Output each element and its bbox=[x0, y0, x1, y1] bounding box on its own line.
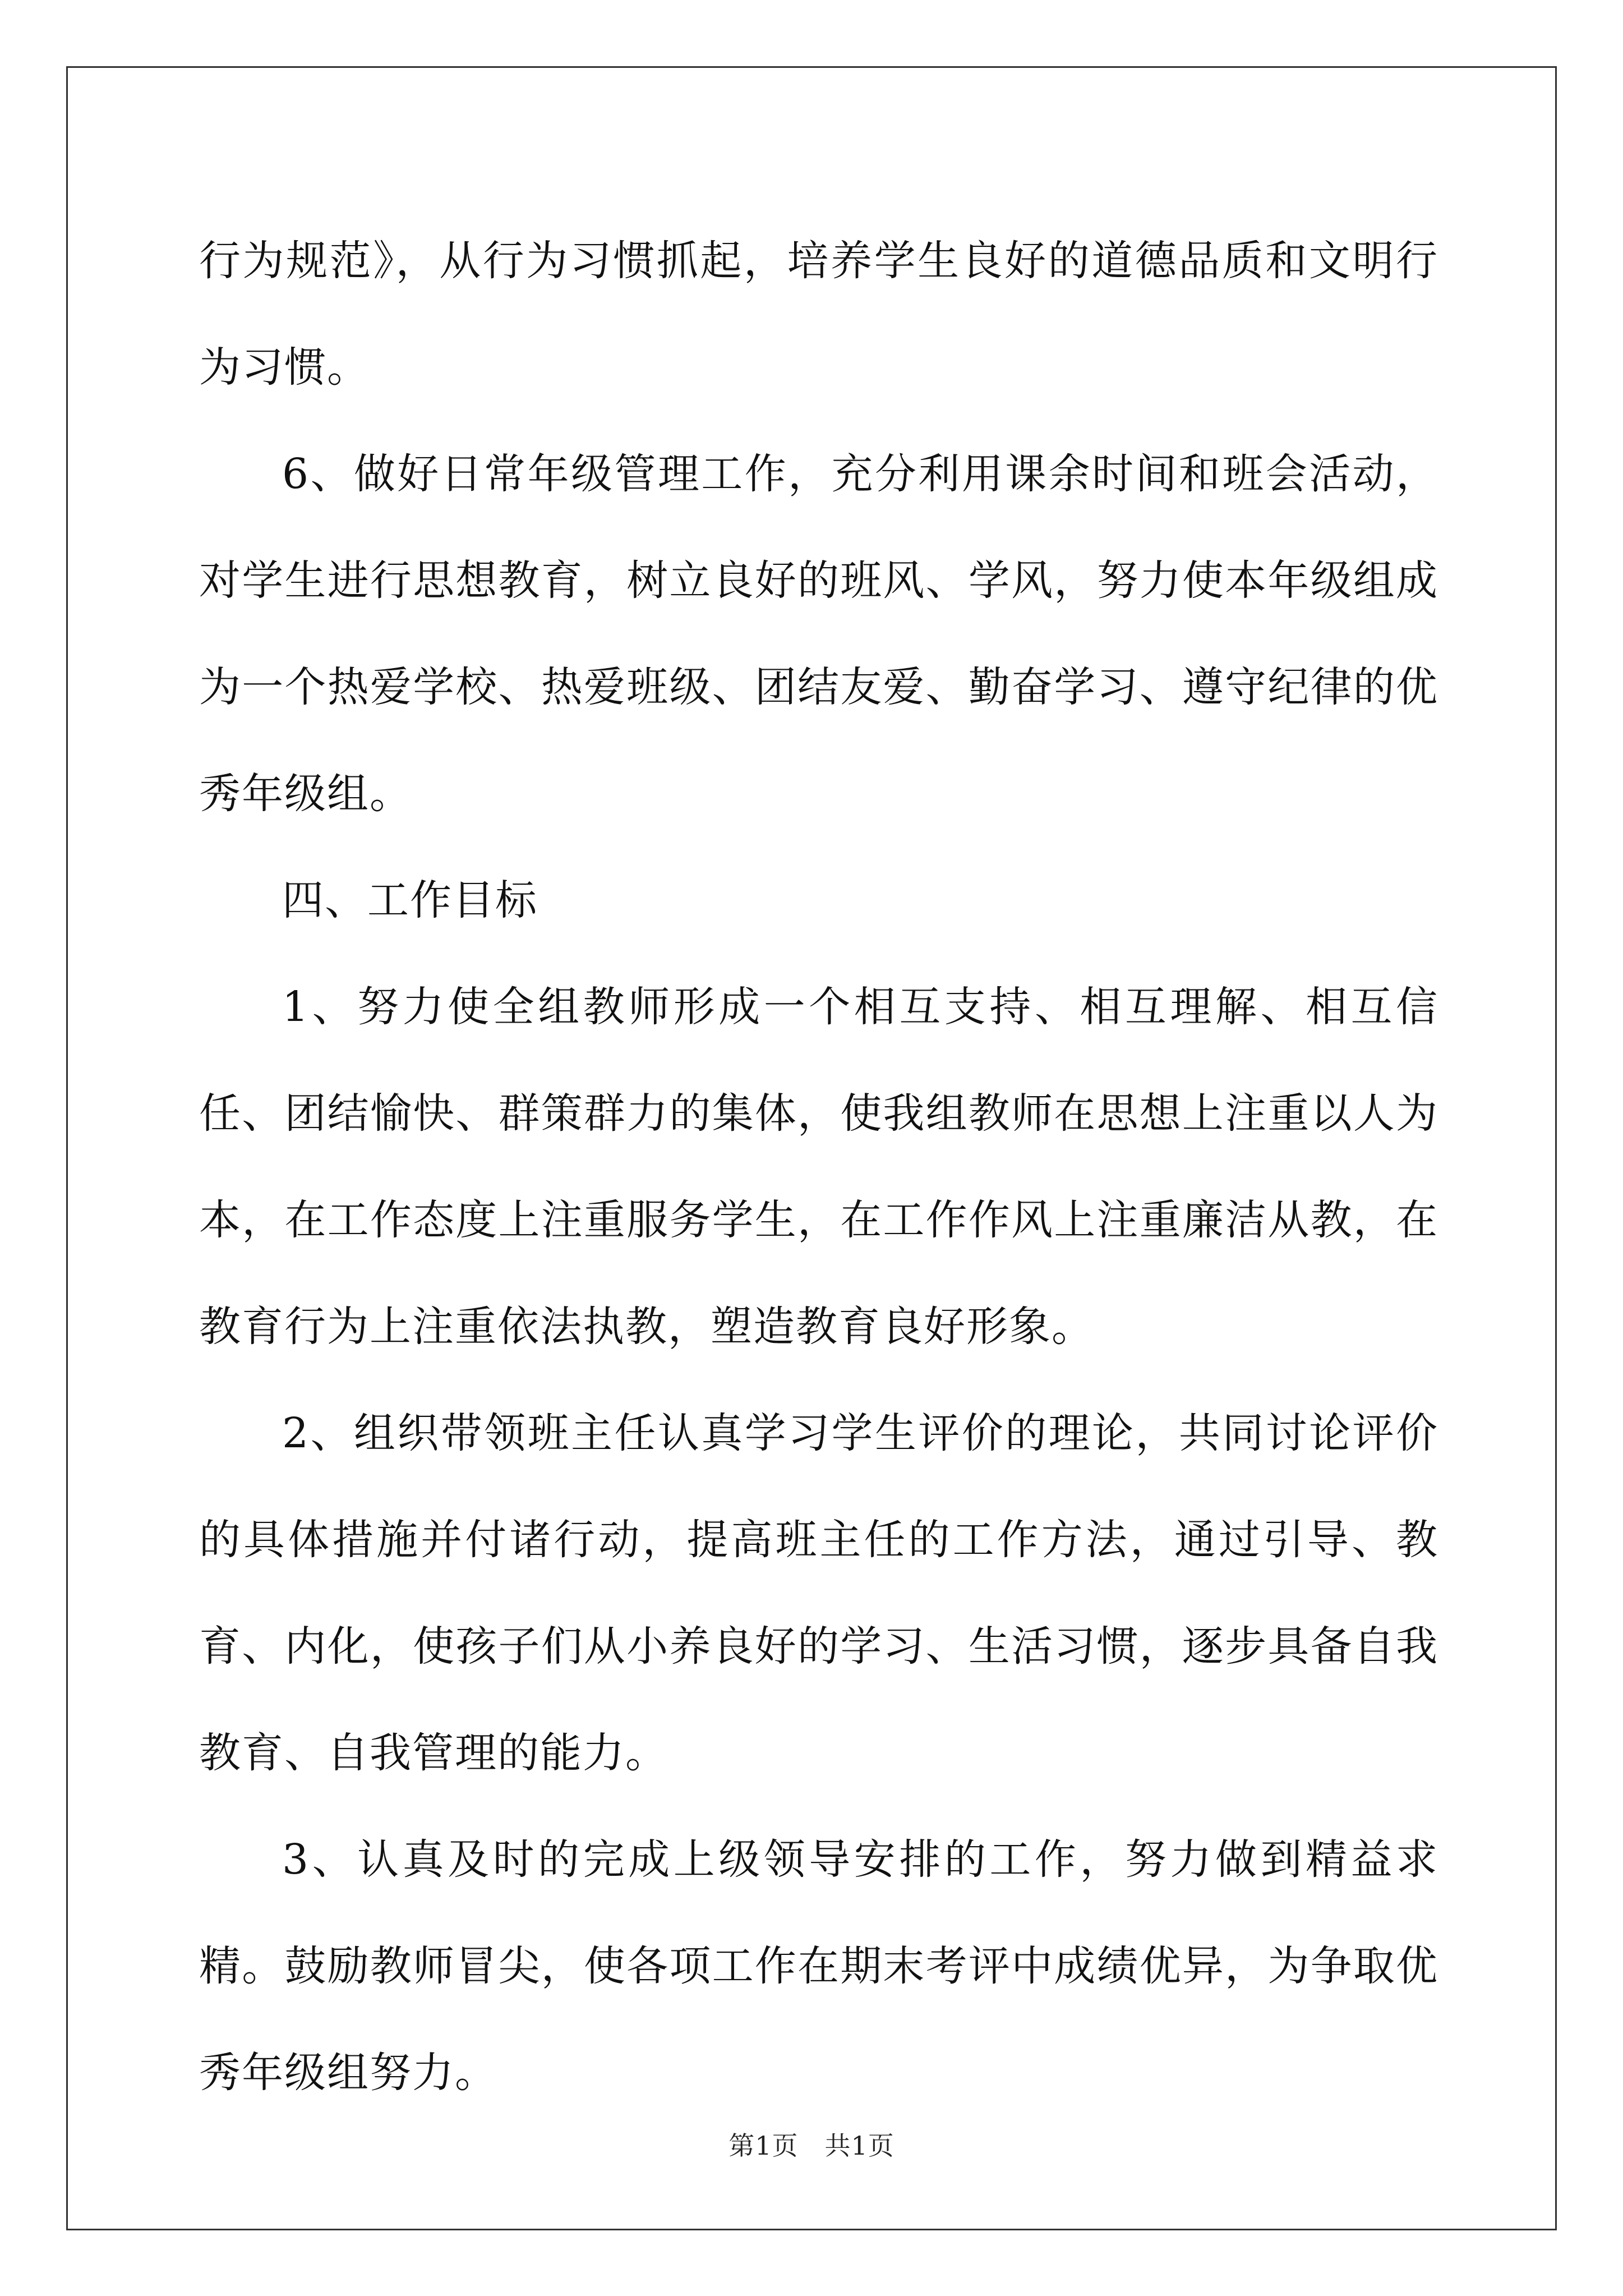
paragraph-goal-3: 3、认真及时的完成上级领导安排的工作，努力做到精益求精。鼓励教师冒尖，使各项工作在期末考评中成绩优异，为争取优秀年级组努力。 bbox=[199, 1835, 1438, 2097]
page-footer: 第1页 共1页 bbox=[728, 2131, 895, 2161]
document-body bbox=[199, 208, 1438, 2126]
paragraph-goal-2: 2、组织带领班主任认真学习学生评价的理论，共同讨论评价的具体措施并付诸行动，提高班主任的工作方法，通过引导、教育、内化，使孩子们从小养良好的学习、生活习惯，逐步具备自我教育、自我管理的能力。 bbox=[199, 1409, 1438, 1777]
paragraph-continuation: 行为规范》，从行为习惯抓起，培养学生良好的道德品质和文明行为习惯。 bbox=[199, 237, 1438, 392]
section-heading-work-goals: 四、工作目标 bbox=[282, 876, 538, 924]
paragraph-item-6: 6、做好日常年级管理工作，充分利用课余时间和班会活动，对学生进行思想教育，树立良好的班风、学风，努力使本年级组成为一个热爱学校、热爱班级、团结友爱、勤奋学习、遵守纪律的优秀年级组。 bbox=[199, 450, 1438, 818]
paragraph-goal-1: 1、努力使全组教师形成一个相互支持、相互理解、相互信任、团结愉快、群策群力的集体，使我组教师在思想上注重以人为本，在工作态度上注重服务学生，在工作作风上注重廉洁从教，在教育行为上注重依法执教，塑造教育良好形象。 bbox=[199, 983, 1438, 1351]
